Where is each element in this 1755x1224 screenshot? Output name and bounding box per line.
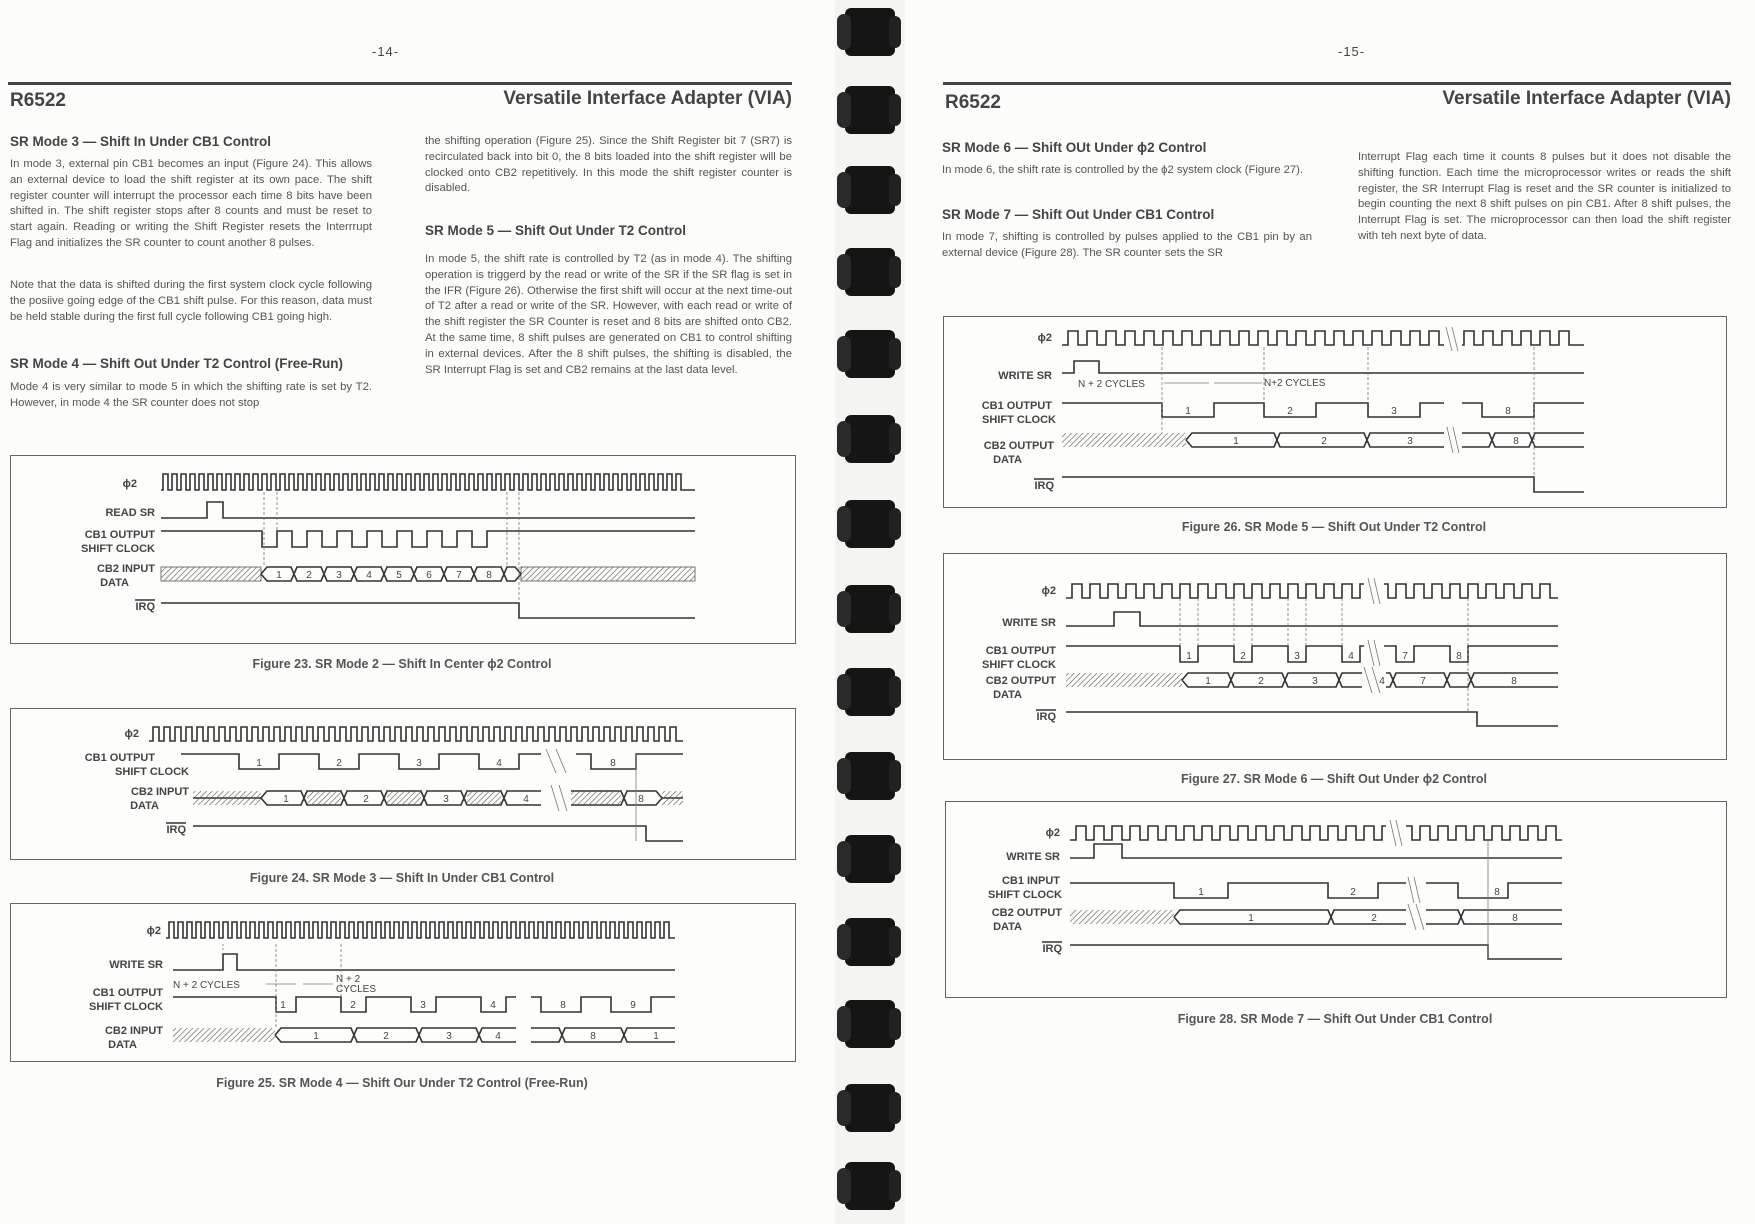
page-number: -15- — [1338, 44, 1366, 59]
binding-ring — [845, 835, 895, 883]
signal-label-write-sr: WRITE SR — [1002, 617, 1056, 629]
figure-25-timing-diagram — [10, 903, 796, 1062]
signal-label-irq: IRQ — [1034, 480, 1054, 492]
signal-label-write-sr: WRITE SR — [109, 959, 163, 971]
header-product: R6522 — [945, 92, 1001, 113]
signal-label-data: DATA — [100, 577, 129, 589]
spiral-binding — [835, 0, 905, 1224]
signal-label-data: DATA — [993, 921, 1022, 933]
clock-bit-label: 3 — [416, 758, 422, 769]
figure-28-timing-diagram — [945, 801, 1727, 998]
clock-bit-label: 1 — [1185, 406, 1191, 417]
section-title-mode4: SR Mode 4 — Shift Out Under T2 Control (Free-Run) — [10, 356, 343, 371]
figure-27-caption: Figure 27. SR Mode 6 — Shift Out Under ϕ2 Control — [1181, 772, 1487, 786]
figure-25-svg — [11, 904, 795, 1061]
annotation-n-plus-2-cycles: N + 2 CYCLES — [173, 980, 240, 991]
figure-27-timing-diagram — [943, 553, 1727, 760]
data-bit-label: 3 — [446, 1031, 452, 1042]
data-bit-label: 1 — [1233, 436, 1239, 447]
irq-waveform — [193, 826, 683, 841]
data-bit-label: 3 — [443, 794, 449, 805]
clock-bit-label: 2 — [1287, 406, 1293, 417]
section-title-mode5: SR Mode 5 — Shift Out Under T2 Control — [425, 223, 686, 238]
data-bit-label: 8 — [1512, 913, 1518, 924]
data-bit-label: 4 — [495, 1031, 501, 1042]
clock-bit-label: 2 — [350, 1000, 356, 1011]
figure-24-caption: Figure 24. SR Mode 3 — Shift In Under CB1 Control — [249, 871, 555, 885]
clock-bit-label: 2 — [1240, 651, 1246, 662]
figure-26-svg — [944, 317, 1726, 507]
paragraph-mode4: Mode 4 is very similar to mode 5 in which the shifting rate is set by T2. However, in mode 4 the SR counter does not stop — [10, 381, 372, 409]
data-bit-label: 1 — [283, 794, 289, 805]
paragraph-mode3: In mode 3, external pin CB1 becomes an input (Figure 24). This allows an external device to load the shift register at its own pace. The shift register counter will interrupt the processor each time 8 bits have been shifted in. The shift register stops after 8 counts and must be reset to start again. Reading or writing the Shift Register resets the Interrrupt Flag and initializes the SR counter to count another 8 pulses. — [10, 158, 372, 249]
data-bit-label: 8 — [590, 1031, 596, 1042]
signal-label-data: DATA — [130, 800, 159, 812]
clock-bit-label: 7 — [1402, 651, 1408, 662]
signal-label-shift-clock: SHIFT CLOCK — [988, 889, 1062, 901]
data-bit-label: 3 — [1407, 436, 1413, 447]
paragraph-mode4-cont: the shifting operation (Figure 25). Since the Shift Register bit 7 (SR7) is recirculated back into bit 0, the 8 bits loaded into the shift register will be clocked onto CB2 repetitively. In this mode the shift register counter is disabled. — [425, 135, 792, 195]
phi2-waveform — [166, 922, 675, 938]
binding-ring — [845, 415, 895, 463]
section-title-mode7: SR Mode 7 — Shift Out Under CB1 Control — [942, 207, 1215, 222]
phi2-waveform — [149, 727, 683, 741]
paragraph-mode5: In mode 5, the shift rate is controlled by T2 (as in mode 4). The shifting operation is triggerd by the read or write of the SR if the SR flag is set in the IFR (Figure 26). Otherwise the first shift will occur at the next time-out of T2 after a read or write of the SR. However, with each read or write of the shift register the SR Counter is reset and 8 bits are shifted onto CB2. At the same time, 8 shift pulses are generated on CB1 to control shifting in external devices. After the 8 shift pulses, the shifting is disabled, the SR Interrupt Flag is set and CB2 remains at the last data level. — [425, 253, 792, 376]
signal-label-cb2-output: CB2 OUTPUT — [985, 675, 1056, 687]
data-bit-label: 5 — [396, 570, 402, 581]
signal-label-shift-clock: SHIFT CLOCK — [982, 659, 1056, 671]
phi2-waveform — [1062, 331, 1584, 345]
signal-label-cb2-input: CB2 INPUT — [130, 786, 189, 798]
figure-25-caption: Figure 25. SR Mode 4 — Shift Our Under T2 Control (Free-Run) — [216, 1076, 588, 1090]
signal-label-cb2-output: CB2 OUTPUT — [991, 907, 1062, 919]
figure-24-timing-diagram — [10, 708, 796, 860]
data-bit-label: 8 — [486, 570, 492, 581]
binding-ring — [845, 8, 895, 56]
signal-label-data: DATA — [993, 689, 1022, 701]
clock-bit-label: 9 — [630, 1000, 636, 1011]
signal-label-irq: IRQ — [166, 824, 186, 836]
binding-ring — [845, 248, 895, 296]
binding-ring — [845, 1084, 895, 1132]
data-bit-label: 2 — [1371, 913, 1377, 924]
annotation-n-plus-2-cycles: N+2 CYCLES — [1264, 378, 1326, 389]
header-rule — [8, 82, 792, 85]
irq-waveform — [1062, 477, 1584, 492]
header-product: R6522 — [10, 90, 66, 111]
figure-27-svg — [944, 554, 1726, 759]
data-bit-label: 8 — [1513, 436, 1519, 447]
figure-24-svg — [11, 709, 795, 859]
signal-label-cb1-output: CB1 OUTPUT — [84, 529, 155, 541]
signal-label-phi2: ϕ2 — [122, 478, 137, 490]
data-bit-label: 3 — [1312, 676, 1318, 687]
figure-23-caption: Figure 23. SR Mode 2 — Shift In Center ϕ2 Control — [252, 657, 552, 671]
signal-label-irq: IRQ — [1036, 711, 1056, 723]
phi2-waveform — [1070, 826, 1562, 840]
binding-ring — [845, 86, 895, 134]
irq-waveform — [161, 603, 695, 618]
binding-ring — [845, 668, 895, 716]
data-bit-label: 8 — [638, 794, 644, 805]
figure-28-caption: Figure 28. SR Mode 7 — Shift Out Under CB1 Control — [1177, 1012, 1493, 1026]
phi2-waveform — [161, 474, 695, 490]
figure-26-caption: Figure 26. SR Mode 5 — Shift Out Under T2 Control — [1181, 520, 1487, 534]
signal-label-data: DATA — [108, 1039, 137, 1051]
binding-ring — [845, 1162, 895, 1210]
signal-label-cb1-output: CB1 OUTPUT — [84, 752, 155, 764]
clock-bit-label: 3 — [1391, 406, 1397, 417]
binding-ring — [845, 585, 895, 633]
section-title-mode6: SR Mode 6 — Shift OUt Under ϕ2 Control — [942, 140, 1207, 155]
signal-label-read-sr: READ SR — [105, 507, 155, 519]
clock-bit-label: 1 — [256, 758, 262, 769]
figure-23-timing-diagram — [10, 455, 796, 644]
page-number: -14- — [372, 44, 400, 59]
annotation-n-plus-2: N + 2 — [336, 974, 361, 985]
binding-ring — [845, 330, 895, 378]
left-page — [0, 0, 835, 1224]
binding-ring — [845, 500, 895, 548]
clock-bit-label: 4 — [1348, 651, 1354, 662]
data-bit-label: 8 — [1511, 676, 1517, 687]
clock-bit-label: 8 — [560, 1000, 566, 1011]
cb2-input-data-waveform — [261, 567, 521, 581]
clock-bit-label: 4 — [496, 758, 502, 769]
clock-bit-label: 8 — [1494, 887, 1500, 898]
paragraph-mode6: In mode 6, the shift rate is controlled by the ϕ2 system clock (Figure 27). — [942, 164, 1304, 176]
data-bit-label: 6 — [426, 570, 432, 581]
figure-23-svg — [11, 456, 795, 643]
write-sr-waveform — [173, 954, 675, 970]
signal-label-phi2: ϕ2 — [1045, 827, 1060, 839]
phi2-waveform — [1066, 584, 1558, 598]
clock-bit-label: 1 — [1186, 651, 1192, 662]
clock-bit-label: 4 — [490, 1000, 496, 1011]
signal-label-irq: IRQ — [1042, 943, 1062, 955]
cb1-shift-clock-waveform — [161, 531, 695, 547]
irq-waveform — [1066, 712, 1558, 726]
data-bit-label: 2 — [306, 570, 312, 581]
cb2-input-data-waveform — [275, 1028, 675, 1042]
data-bit-label: 4 — [366, 570, 372, 581]
signal-label-cb2-output: CB2 OUTPUT — [983, 440, 1054, 452]
header-title: Versatile Interface Adapter (VIA) — [1442, 88, 1731, 109]
right-page — [905, 0, 1755, 1224]
signal-label-phi2: ϕ2 — [1037, 332, 1052, 344]
header-title: Versatile Interface Adapter (VIA) — [503, 88, 792, 109]
signal-label-cb1-output: CB1 OUTPUT — [981, 400, 1052, 412]
write-sr-waveform — [1066, 612, 1558, 626]
clock-bit-label: 3 — [1294, 651, 1300, 662]
read-sr-waveform — [161, 502, 695, 518]
write-sr-waveform — [1062, 361, 1584, 373]
figure-26-timing-diagram — [943, 316, 1727, 508]
signal-label-cb2-input: CB2 INPUT — [104, 1025, 163, 1037]
signal-label-write-sr: WRITE SR — [1006, 851, 1060, 863]
data-bit-label: 3 — [336, 570, 342, 581]
signal-label-write-sr: WRITE SR — [998, 370, 1052, 382]
signal-label-cb2-input: CB2 INPUT — [96, 563, 155, 575]
signal-label-phi2: ϕ2 — [146, 925, 161, 937]
signal-label-shift-clock: SHIFT CLOCK — [115, 766, 189, 778]
data-bit-label: 1 — [313, 1031, 319, 1042]
clock-bit-label: 8 — [1505, 406, 1511, 417]
signal-label-phi2: ϕ2 — [1041, 585, 1056, 597]
binding-ring — [845, 166, 895, 214]
data-bit-label: 1 — [1205, 676, 1211, 687]
paragraph-mode7: In mode 7, shifting is controlled by pulses applied to the CB1 pin by an external device (Figure 28). The SR counter sets the SR — [942, 231, 1312, 259]
clock-bit-label: 3 — [420, 1000, 426, 1011]
clock-bit-label: 8 — [1456, 651, 1462, 662]
cb2-output-data-waveform — [1174, 910, 1562, 924]
signal-label-shift-clock: SHIFT CLOCK — [89, 1001, 163, 1013]
signal-label-cb1-output: CB1 OUTPUT — [985, 645, 1056, 657]
data-bit-label: 2 — [383, 1031, 389, 1042]
binding-ring — [845, 1000, 895, 1048]
data-bit-label: 2 — [363, 794, 369, 805]
binding-ring — [845, 918, 895, 966]
data-bit-label: 1 — [653, 1031, 659, 1042]
figure-28-svg — [946, 802, 1726, 997]
cb2-output-data-waveform — [1186, 433, 1584, 447]
header-rule — [943, 82, 1731, 85]
clock-bit-label: 2 — [336, 758, 342, 769]
data-bit-label: 2 — [1258, 676, 1264, 687]
signal-label-phi2: ϕ2 — [124, 728, 139, 740]
signal-label-shift-clock: SHIFT CLOCK — [982, 414, 1056, 426]
signal-label-data: DATA — [993, 454, 1022, 466]
clock-bit-label: 1 — [280, 1000, 286, 1011]
binding-ring — [845, 752, 895, 800]
signal-label-cb1-output: CB1 OUTPUT — [92, 987, 163, 999]
data-bit-label: 1 — [276, 570, 282, 581]
clock-bit-label: 2 — [1350, 887, 1356, 898]
clock-bit-label: 1 — [1198, 887, 1204, 898]
data-bit-label: 4 — [523, 794, 529, 805]
paragraph-mode3-note: Note that the data is shifted during the first system clock cycle following the posiive going edge of the CB1 shift pulse. For this reason, data must be held stable during the first full cycle following CB1 going high. — [10, 279, 372, 323]
data-bit-label: 7 — [456, 570, 462, 581]
signal-label-shift-clock: SHIFT CLOCK — [81, 543, 155, 555]
cb1-shift-clock-waveform — [1066, 646, 1558, 662]
signal-label-cb1-input: CB1 INPUT — [1001, 875, 1060, 887]
section-title-mode3: SR Mode 3 — Shift In Under CB1 Control — [10, 134, 272, 149]
data-bit-label: 1 — [1248, 913, 1254, 924]
data-bit-label: 4 — [1379, 676, 1385, 687]
signal-label-irq: IRQ — [135, 601, 155, 613]
annotation-cycles: CYCLES — [336, 984, 377, 995]
clock-bit-label: 8 — [610, 758, 616, 769]
cb2-output-data-waveform — [1182, 673, 1558, 687]
data-bit-label: 2 — [1321, 436, 1327, 447]
annotation-n-plus-2-cycles: N + 2 CYCLES — [1078, 379, 1145, 390]
paragraph-mode7-cont: Interrupt Flag each time it counts 8 pulses but it does not disable the shifting function. Each time the microprocessor writes or reads the shift register, the SR Interrupt Flag is reset and the SR counter is initialized to begin counting the next 8 shift pulses on pin CB1. After 8 shift pulses, the Interrupt Flag is set. The microprocessor can then load the shift register with teh next byte of data. — [1358, 151, 1731, 242]
data-bit-label: 7 — [1420, 676, 1426, 687]
